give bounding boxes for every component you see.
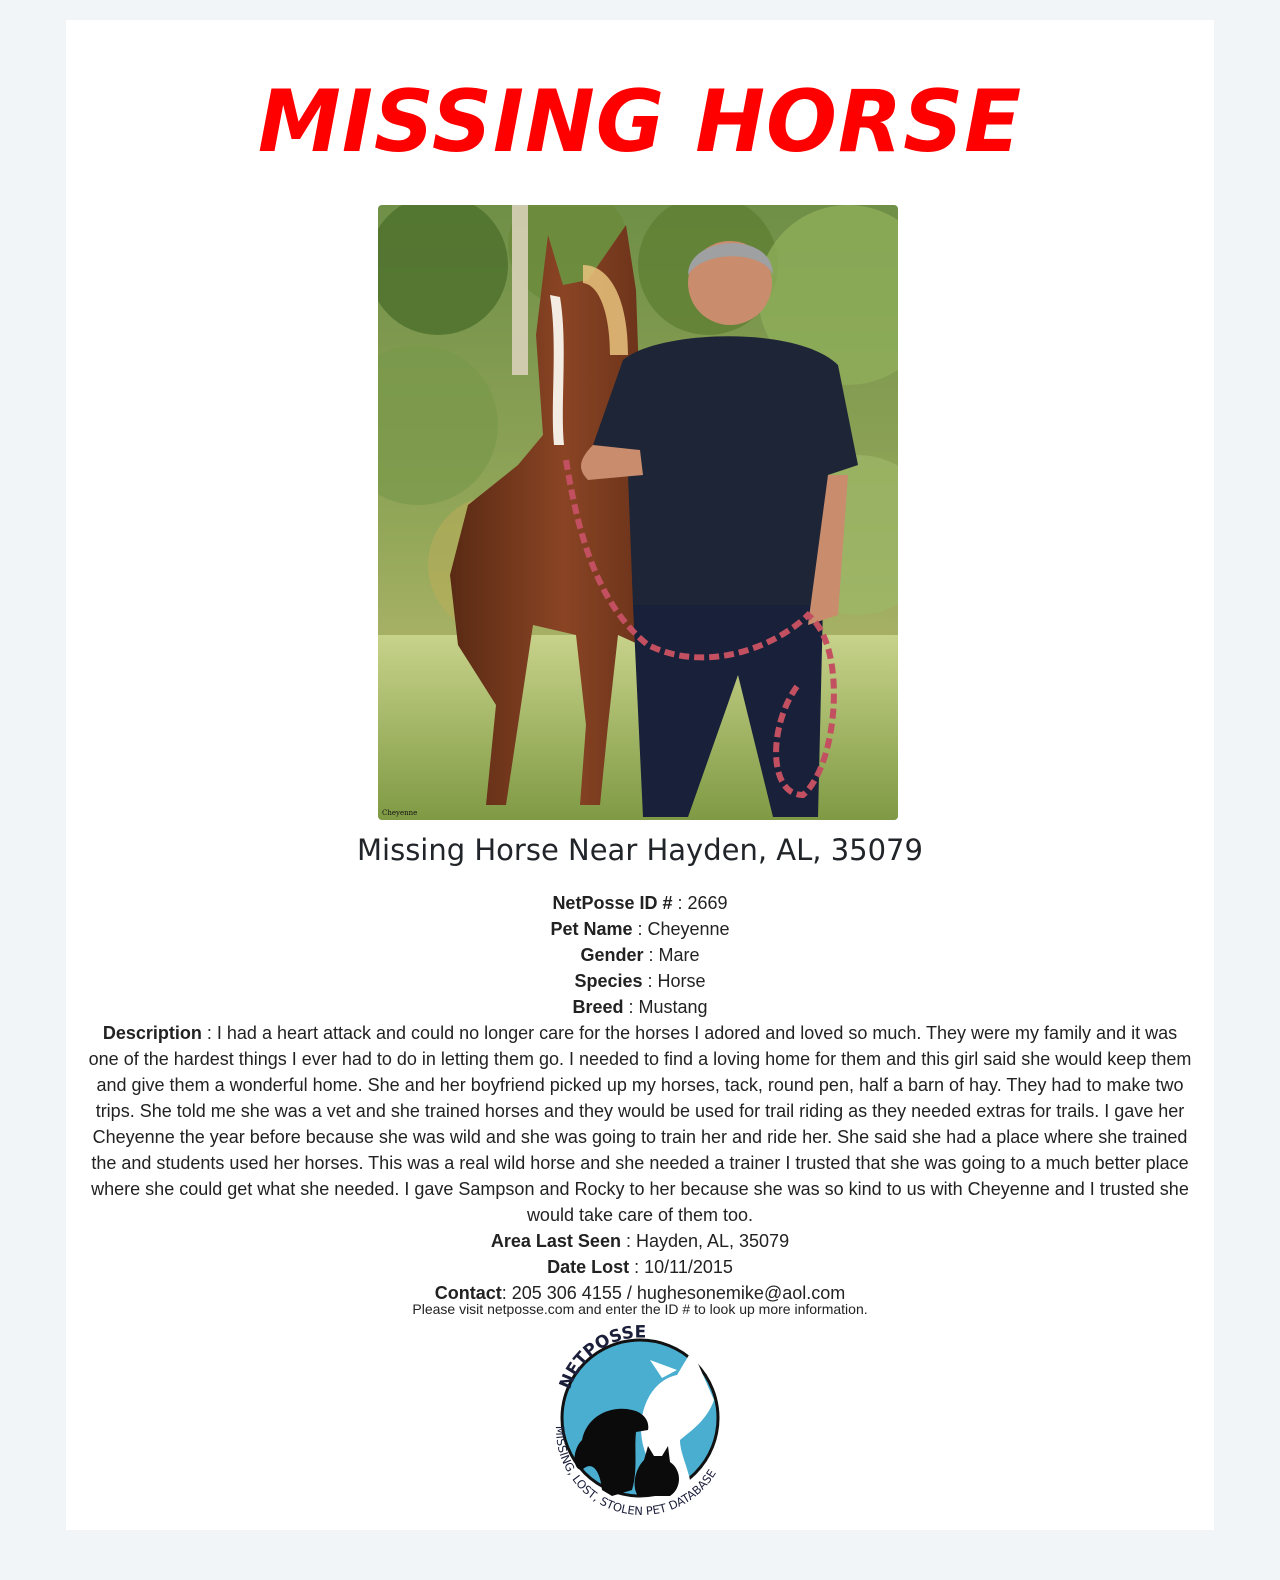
listing-heading: Missing Horse Near Hayden, AL, 35079: [357, 833, 923, 867]
detail-gender: Gender : Mare: [580, 945, 700, 965]
poster-card: [66, 20, 1214, 1530]
lookup-note: Please visit netposse.com and enter the ID # to look up more information.: [412, 1301, 868, 1317]
netposse-logo: [542, 1320, 738, 1520]
detail-species: Species : Horse: [574, 971, 706, 991]
photo-caption: Cheyenne: [382, 809, 418, 817]
logo-top-text: NETPOSSE: [555, 1322, 647, 1392]
detail-contact: Contact: 205 306 4155 / hughesonemike@aol.com: [434, 1283, 846, 1303]
listing-details: [86, 890, 1194, 1306]
detail-date-lost: Date Lost : 10/11/2015: [547, 1257, 733, 1277]
detail-area-last-seen: Area Last Seen : Hayden, AL, 35079: [490, 1231, 790, 1251]
detail-id: NetPosse ID # : 2669: [552, 893, 728, 913]
logo-bottom-text: MISSING, LOST, STOLEN PET DATABASE: [552, 1425, 719, 1519]
poster-headline: MISSING HORSE: [257, 72, 1023, 172]
horse-photo: [378, 205, 898, 820]
detail-pet-name: Pet Name : Cheyenne: [550, 919, 730, 939]
detail-description: Description : I had a heart attack and could no longer care for the horses I adored and loved so much. They were my family and it was one of the hardest things I ever had to do in letting them go. I needed to find a loving home for them and this girl said she would keep them and give them a wonderful home. She and her boyfriend picked up my horses, tack, round pen, half a barn of hay. They had to make two trips. She told me she was a vet and she trained horses and they would be used for trail riding as they needed extras for trails. I gave her Cheyenne the year before because she was wild and she was going to train her and ride her. She said she had a place where she trained the and students used her horses. This was a real wild horse and she needed a trainer I trusted that she was going to a much better place where she could get what she needed. I gave Sampson and Rocky to her because she was so kind to us with Cheyenne and I trusted she would take care of them too.: [88, 1023, 1192, 1225]
detail-breed: Breed : Mustang: [572, 997, 708, 1017]
